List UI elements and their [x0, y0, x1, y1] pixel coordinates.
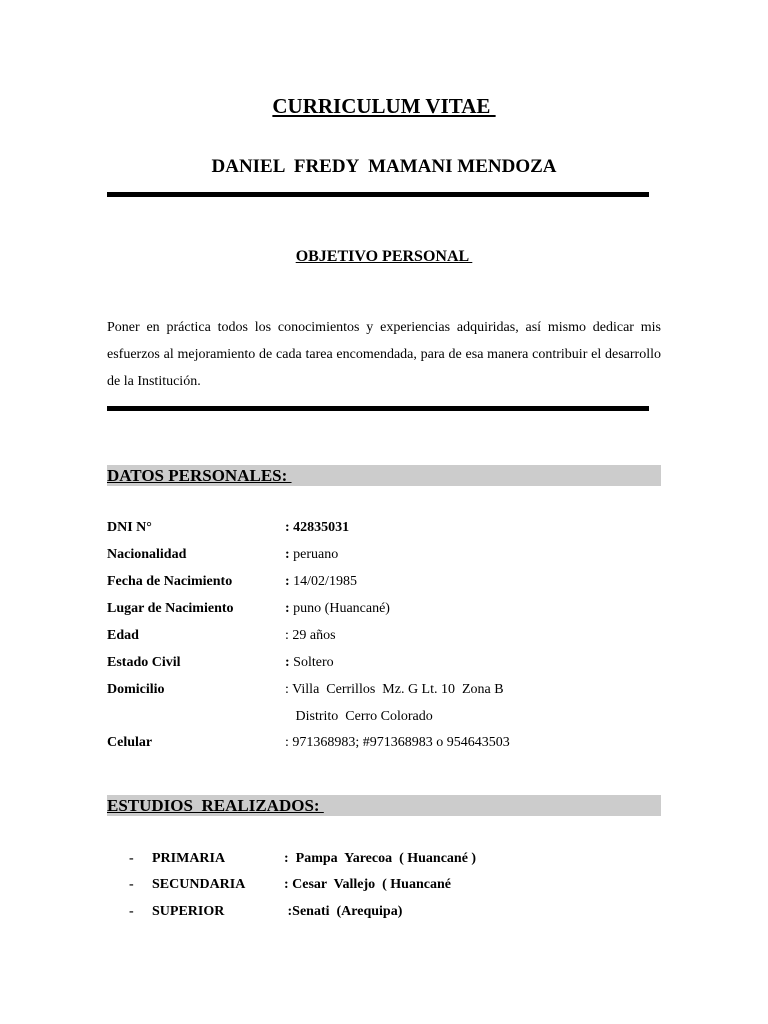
study-level: SECUNDARIA	[152, 877, 246, 892]
field-label: Edad	[107, 628, 139, 643]
field-value	[285, 518, 349, 538]
field-value	[285, 599, 390, 619]
studies-heading: ESTUDIOS REALIZADOS:	[107, 796, 324, 815]
document-title: CURRICULUM VITAE	[272, 94, 496, 118]
candidate-name: DANIEL FREDY MAMANI MENDOZA	[211, 156, 557, 177]
study-place: : Cesar Vallejo ( Huancané	[284, 877, 451, 892]
objective-heading: OBJETIVO PERSONAL	[295, 248, 473, 265]
field-birth-place	[107, 599, 667, 626]
field-value	[285, 680, 504, 700]
field-phone	[107, 733, 667, 760]
field-value-text: : Villa Cerrillos Mz. G Lt. 10 Zona B	[285, 682, 504, 697]
list-bullet: -	[129, 877, 134, 892]
study-level: PRIMARIA	[152, 851, 226, 866]
field-value-text: 42835031	[289, 520, 350, 535]
divider-top	[107, 192, 649, 197]
field-colon: :	[285, 520, 290, 535]
field-address-district	[107, 707, 667, 734]
field-value-text: peruano	[289, 547, 339, 562]
field-label: Nacionalidad	[107, 547, 187, 562]
field-label: Estado Civil	[107, 655, 181, 670]
field-value	[285, 653, 334, 673]
field-label: Domicilio	[107, 682, 165, 697]
studies-header	[107, 795, 661, 816]
field-label: Celular	[107, 735, 153, 750]
field-value	[285, 626, 336, 646]
field-age	[107, 626, 667, 653]
field-value-text: Distrito Cerro Colorado	[285, 709, 433, 724]
study-place: : Pampa Yarecoa ( Huancané )	[284, 851, 477, 866]
field-address	[107, 680, 667, 707]
field-value-text: : 29 años	[285, 628, 336, 643]
field-label: DNI N°	[107, 520, 152, 535]
field-value	[285, 572, 357, 592]
field-value	[285, 545, 338, 565]
field-colon: :	[285, 574, 290, 589]
personal-data-header	[107, 465, 661, 486]
field-value-text: : 971368983; #971368983 o 954643503	[285, 735, 510, 750]
study-level: SUPERIOR	[152, 904, 225, 919]
field-value-text: 14/02/1985	[289, 574, 357, 589]
study-item-secondary	[107, 875, 667, 901]
objective-paragraph: Poner en práctica todos los conocimientos y experiencias adquiridas, así mismo dedicar mis esfuerzos al mejoramiento de cada tarea encomendada, para de esa manera contribuir el desarrollo de la Institución.	[107, 320, 661, 389]
field-label: Fecha de Nacimiento	[107, 574, 233, 589]
field-colon: :	[285, 547, 290, 562]
field-civil-status	[107, 653, 667, 680]
personal-data-heading: DATOS PERSONALES:	[107, 466, 292, 485]
list-bullet: -	[129, 851, 134, 866]
field-label: Lugar de Nacimiento	[107, 601, 234, 616]
field-birth-date	[107, 572, 667, 599]
field-value	[285, 733, 510, 753]
list-bullet: -	[129, 904, 134, 919]
study-item-primary	[107, 849, 667, 875]
field-value-text: puno (Huancané)	[289, 601, 390, 616]
field-dni	[107, 518, 667, 545]
study-place: :Senati (Arequipa)	[284, 904, 403, 919]
field-nationality	[107, 545, 667, 572]
study-item-higher	[107, 902, 667, 928]
divider-middle	[107, 406, 649, 411]
field-colon: :	[285, 655, 290, 670]
field-value-text: Soltero	[289, 655, 334, 670]
field-value	[285, 707, 433, 727]
field-colon: :	[285, 601, 290, 616]
